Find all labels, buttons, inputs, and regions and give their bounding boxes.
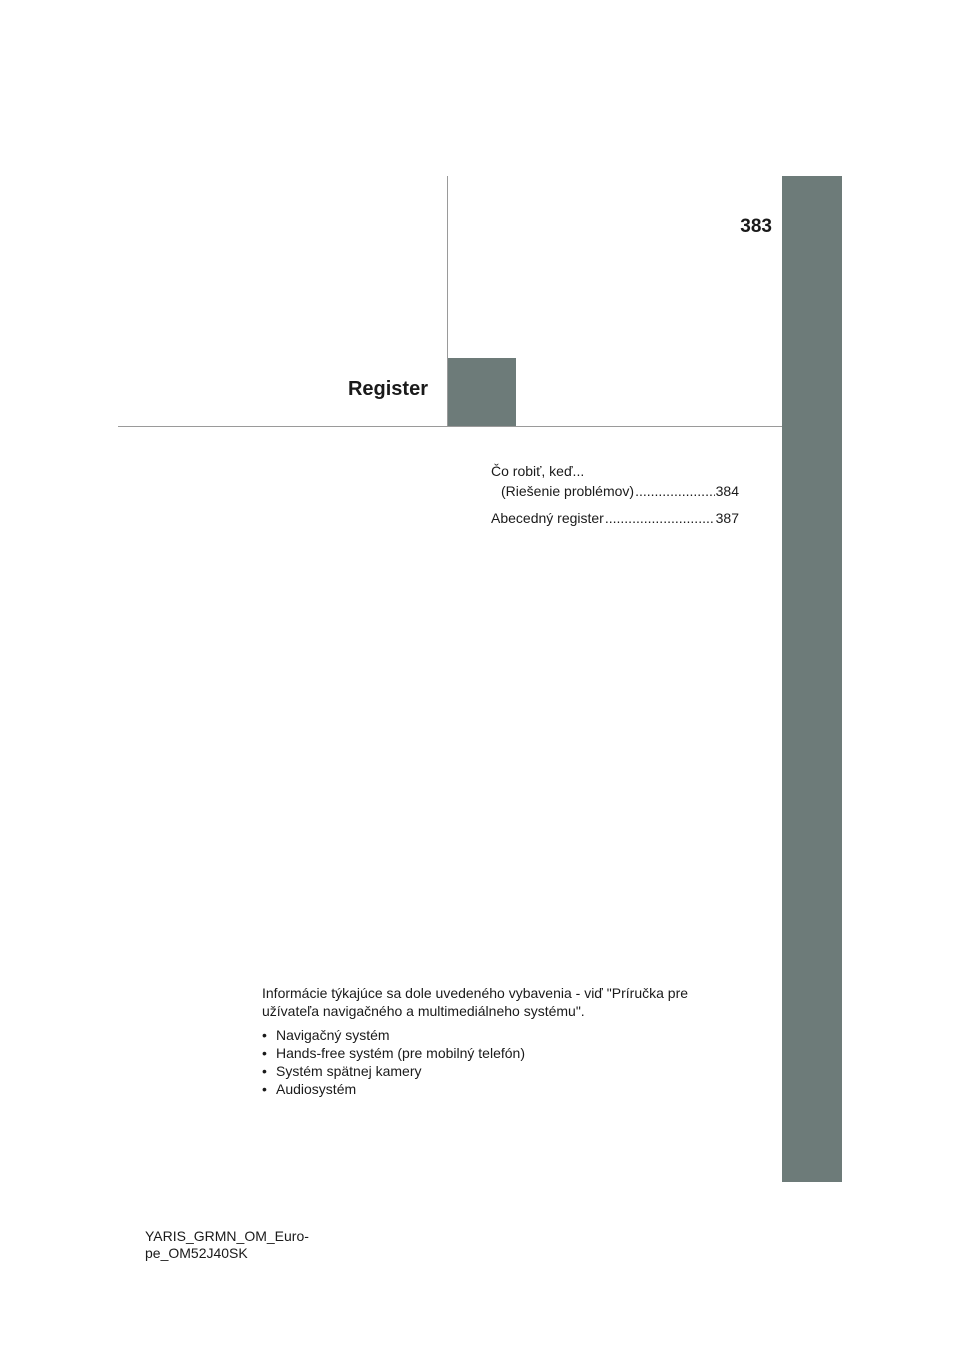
list-item xyxy=(262,1044,722,1062)
section-marker-block xyxy=(448,358,516,426)
side-tab-bar xyxy=(782,176,842,1182)
horizontal-rule xyxy=(118,426,782,427)
footer-line: YARIS_GRMN_OM_Euro- xyxy=(145,1228,309,1244)
document-code-footer xyxy=(145,1228,309,1262)
toc-entry-label: Abecedný register xyxy=(491,510,604,526)
list-item-text: Systém spätnej kamery xyxy=(276,1063,422,1079)
footer-line: pe_OM52J40SK xyxy=(145,1245,248,1261)
toc-entry-index[interactable] xyxy=(491,508,739,528)
list-item-text: Hands-free systém (pre mobilný telefón) xyxy=(276,1045,525,1061)
section-title: Register xyxy=(347,378,428,400)
toc-entry-page: 387 xyxy=(715,510,739,526)
bullet-icon: • xyxy=(262,1063,267,1079)
list-item xyxy=(262,1062,722,1080)
toc-entry-label: Čo robiť, keď... xyxy=(491,463,585,479)
equipment-note xyxy=(262,984,722,1098)
toc-entry-troubleshooting[interactable] xyxy=(491,461,739,501)
page-number: 383 xyxy=(740,216,772,237)
toc-entry-page: 384 xyxy=(715,483,739,499)
bullet-icon: • xyxy=(262,1027,267,1043)
table-of-contents xyxy=(491,461,739,535)
toc-entry-label-continued: (Riešenie problémov) xyxy=(501,483,635,499)
bullet-icon: • xyxy=(262,1081,267,1097)
list-item xyxy=(262,1080,722,1098)
list-item-text: Audiosystém xyxy=(276,1081,357,1097)
note-intro: Informácie týkajúce sa dole uvedeného vybavenia - viď "Príručka pre užívateľa navigačného a multimediálneho systému". xyxy=(262,985,689,1019)
toc-leader-dots xyxy=(635,481,715,501)
bullet-icon: • xyxy=(262,1045,267,1061)
list-item-text: Navigačný systém xyxy=(276,1027,390,1043)
toc-leader-dots xyxy=(605,508,715,528)
list-item xyxy=(262,1026,722,1044)
equipment-list xyxy=(262,1026,722,1098)
